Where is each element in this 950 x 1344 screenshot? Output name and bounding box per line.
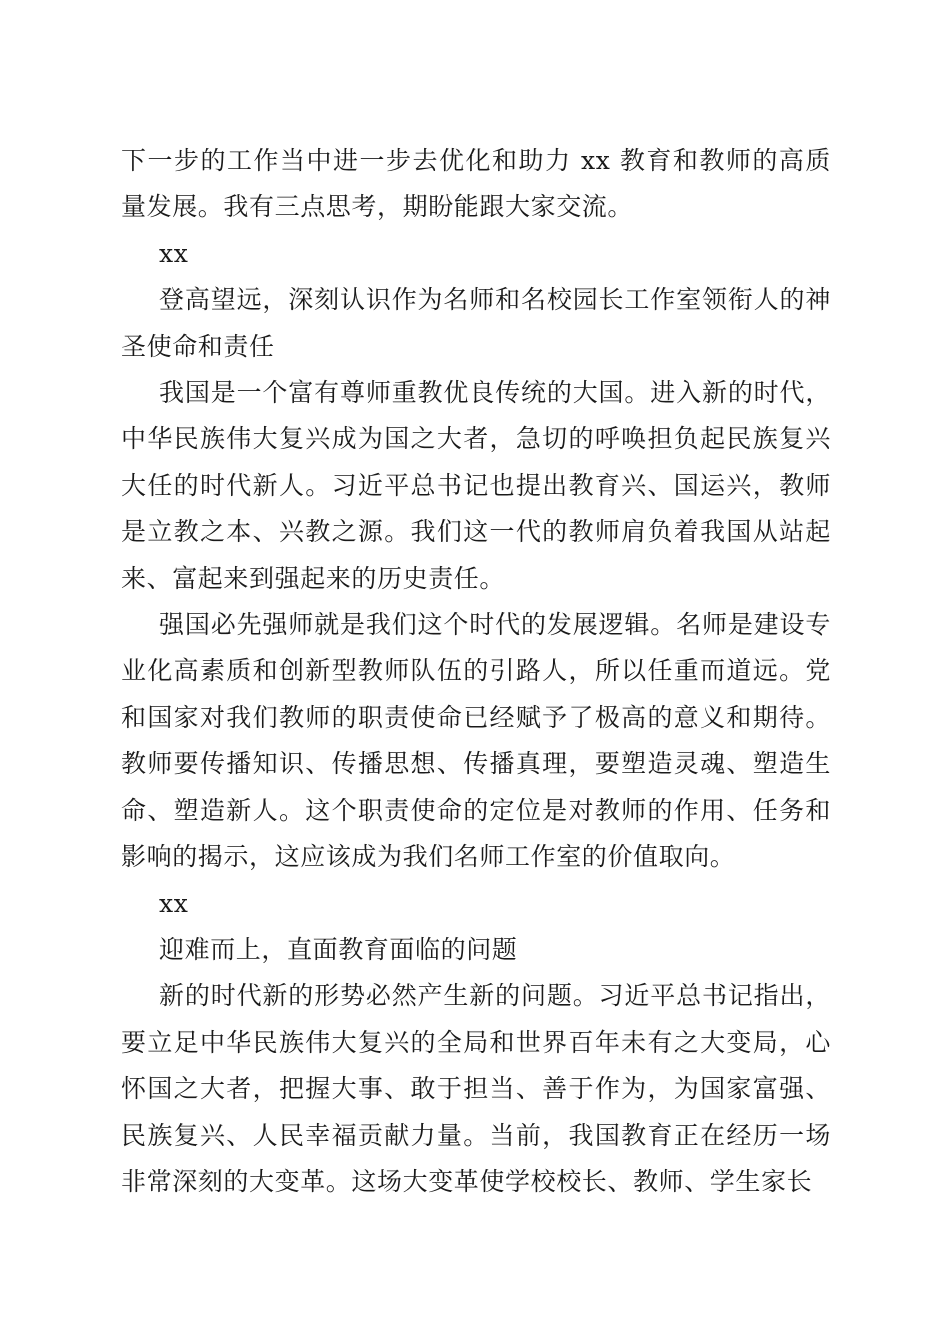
section-heading: 登高望远，深刻认识作为名师和名校园长工作室领衔人的神圣使命和责任 bbox=[121, 285, 831, 361]
section-marker: xx bbox=[159, 888, 189, 918]
paragraph-continuation: 下一步的工作当中进一步去优化和助力 xx 教育和教师的高质量发展。我有三点思考，期盼能跟大家交流。 bbox=[121, 146, 831, 222]
paragraph: 强国必先强师就是我们这个时代的发展逻辑。名师是建设专业化高素质和创新型教师队伍的引路人，所以任重而道远。党和国家对我们教师的职责使命已经赋予了极高的意义和期待。教师要传播知识、传播思想、传播真理，要塑造灵魂、塑造生命、塑造新人。这个职责使命的定位是对教师的作用、任务和影响的揭示，这应该成为我们名师工作室的价值取向。 bbox=[121, 610, 831, 872]
section-marker: xx bbox=[159, 238, 189, 268]
section-heading: 迎难而上，直面教育面临的问题 bbox=[159, 934, 518, 964]
paragraph: 我国是一个富有尊师重教优良传统的大国。进入新的时代，中华民族伟大复兴成为国之大者，急切的呼唤担负起民族复兴大任的时代新人。习近平总书记也提出教育兴、国运兴，教师是立教之本、兴教之源。我们这一代的教师肩负着我国从站起来、富起来到强起来的历史责任。 bbox=[121, 378, 831, 593]
document-body bbox=[121, 138, 831, 1205]
paragraph: 新的时代新的形势必然产生新的问题。习近平总书记指出，要立足中华民族伟大复兴的全局和世界百年未有之大变局，心怀国之大者，把握大事、敢于担当、善于作为，为国家富强、民族复兴、人民幸福贡献力量。当前，我国教育正在经历一场非常深刻的大变革。这场大变革使学校校长、教师、学生家长 bbox=[121, 981, 831, 1196]
